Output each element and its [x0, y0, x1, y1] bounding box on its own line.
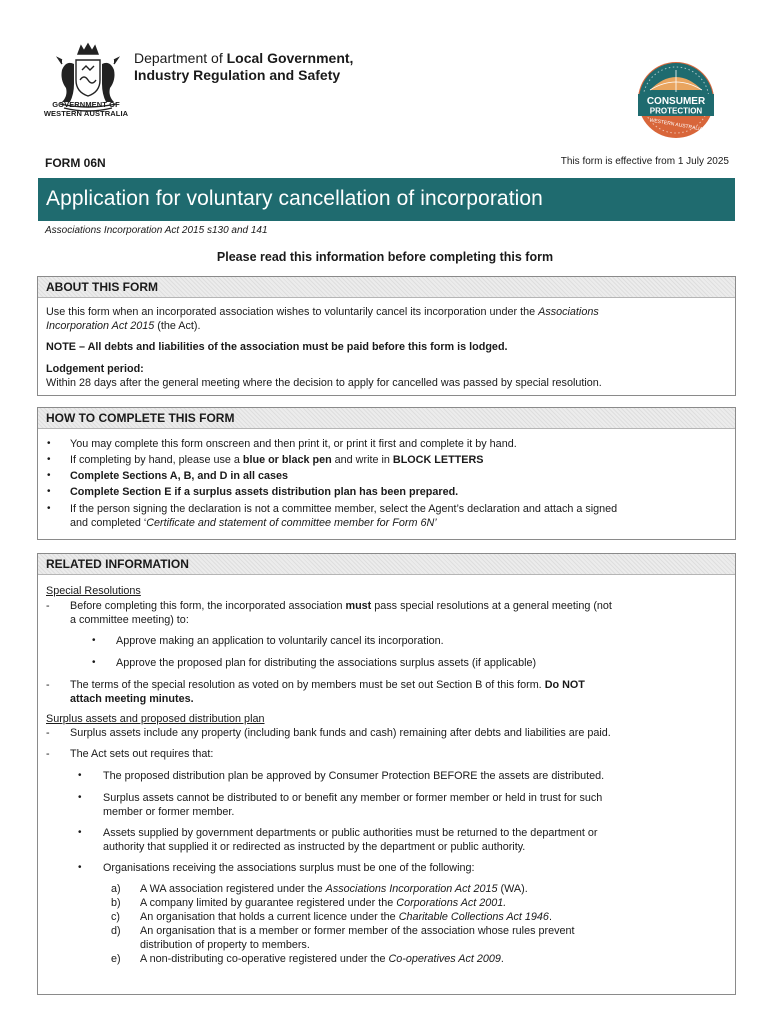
read-information-heading: Please read this information before completing this form: [216, 250, 554, 264]
bullet-icon: •: [47, 470, 51, 481]
how-item-3: Complete Sections A, B, and D in all cases: [70, 470, 288, 482]
option-a-label: a): [111, 883, 121, 895]
bullet-icon: •: [78, 770, 82, 781]
lodgement-text: Within 28 days after the general meeting where the decision to apply for cancelled was passed by special resolution.: [46, 377, 602, 389]
consumer-protection-logo: [636, 60, 716, 140]
dash-marker: -: [46, 727, 50, 739]
bullet-icon: •: [92, 635, 96, 646]
how-item-2: If completing by hand, please use a blue or black pen and write in BLOCK LETTERS: [70, 454, 484, 466]
title-banner: [38, 178, 735, 221]
cp-logo-word-protection: PROTECTION: [649, 106, 703, 116]
act-reference: Associations Incorporation Act 2015 s130 and 141: [45, 225, 268, 236]
surplus-rule-1: The proposed distribution plan be approved by Consumer Protection BEFORE the assets are distributed.: [103, 770, 605, 782]
surplus-assets-heading: Surplus assets and proposed distribution plan: [46, 713, 265, 725]
how-item-5: If the person signing the declaration is not a committee member, select the Agent’s declaration and attach a signed and completed ‘Certificate and statement of committee member for Form 6N’: [70, 503, 618, 529]
cp-logo-subtitle: WESTERN AUSTRALIA: [649, 117, 704, 133]
surplus-rule-2: Surplus assets cannot be distributed to or benefit any member or former member or held in trust for such member or former member.: [103, 792, 603, 818]
option-c: An organisation that holds a current licence under the Charitable Collections Act 1946.: [140, 911, 552, 923]
about-note: NOTE – All debts and liabilities of the association must be paid before this form is lodged.: [46, 341, 508, 353]
related-information-section: [37, 553, 736, 995]
option-e: A non-distributing co-operative registered under the Co-operatives Act 2009.: [140, 953, 504, 965]
bullet-icon: •: [78, 792, 82, 803]
department-name: Department of Local Government, Industry Regulation and Safety: [134, 50, 354, 83]
surplus-assets-item-2: The Act sets out requires that:: [70, 748, 214, 760]
bullet-icon: •: [78, 827, 82, 838]
bullet-icon: •: [47, 438, 51, 449]
government-of-wa-label: GOVERNMENT OF WESTERN AUSTRALIA: [43, 100, 129, 118]
how-item-1: You may complete this form onscreen and then print it, or print it first and complete it by hand.: [70, 438, 517, 450]
special-resolutions-heading: Special Resolutions: [46, 585, 141, 597]
option-d-label: d): [111, 925, 121, 937]
special-resolution-sub-2: Approve the proposed plan for distributing the associations surplus assets (if applicable): [116, 657, 537, 669]
how-heading: HOW TO COMPLETE THIS FORM: [38, 408, 735, 429]
special-resolution-item-2: The terms of the special resolution as voted on by members must be set out Section B of this form. Do NOT attach meeting minutes.: [70, 679, 585, 705]
how-to-complete-section: [37, 407, 736, 540]
about-section: [37, 276, 736, 396]
about-paragraph: Use this form when an incorporated association wishes to voluntarily cancel its incorporation under the Associations Incorporation Act 2015 (the Act).: [46, 306, 599, 332]
special-resolution-sub-1: Approve making an application to voluntarily cancel its incorporation.: [116, 635, 444, 647]
dash-marker: -: [46, 748, 50, 760]
bullet-icon: •: [78, 862, 82, 873]
option-a: A WA association registered under the Associations Incorporation Act 2015 (WA).: [140, 883, 528, 895]
bullet-icon: •: [47, 454, 51, 465]
page-title: Application for voluntary cancellation of incorporation: [46, 187, 543, 210]
bullet-icon: •: [47, 486, 51, 497]
option-b: A company limited by guarantee registered under the Corporations Act 2001.: [140, 897, 507, 909]
option-e-label: e): [111, 953, 121, 965]
how-item-4: Complete Section E if a surplus assets distribution plan has been prepared.: [70, 486, 459, 498]
surplus-assets-item-1: Surplus assets include any property (including bank funds and cash) remaining after debts and liabilities are paid.: [70, 727, 611, 739]
related-heading: RELATED INFORMATION: [38, 554, 735, 575]
form-number: FORM 06N: [45, 156, 106, 170]
dash-marker: -: [46, 679, 50, 691]
surplus-rule-3: Assets supplied by government departments or public authorities must be returned to the department or authority that supplied it or redirected as instructed by the department or public authority.: [103, 827, 598, 853]
dash-marker: -: [46, 600, 50, 612]
option-b-label: b): [111, 897, 121, 909]
special-resolution-item-1: Before completing this form, the incorporated association must pass special resolutions at a general meeting (not a committee meeting) to:: [70, 600, 612, 626]
option-c-label: c): [111, 911, 120, 923]
bullet-icon: •: [92, 657, 96, 668]
option-d: An organisation that is a member or former member of the association whose rules prevent distribution of property to members.: [140, 925, 575, 951]
about-heading: ABOUT THIS FORM: [38, 277, 735, 298]
lodgement-heading: Lodgement period:: [46, 363, 144, 375]
surplus-rule-4: Organisations receiving the associations surplus must be one of the following:: [103, 862, 475, 874]
cp-logo-word-consumer: CONSUMER: [646, 96, 706, 107]
bullet-icon: •: [47, 503, 51, 514]
effective-date: This form is effective from 1 July 2025: [560, 156, 729, 167]
